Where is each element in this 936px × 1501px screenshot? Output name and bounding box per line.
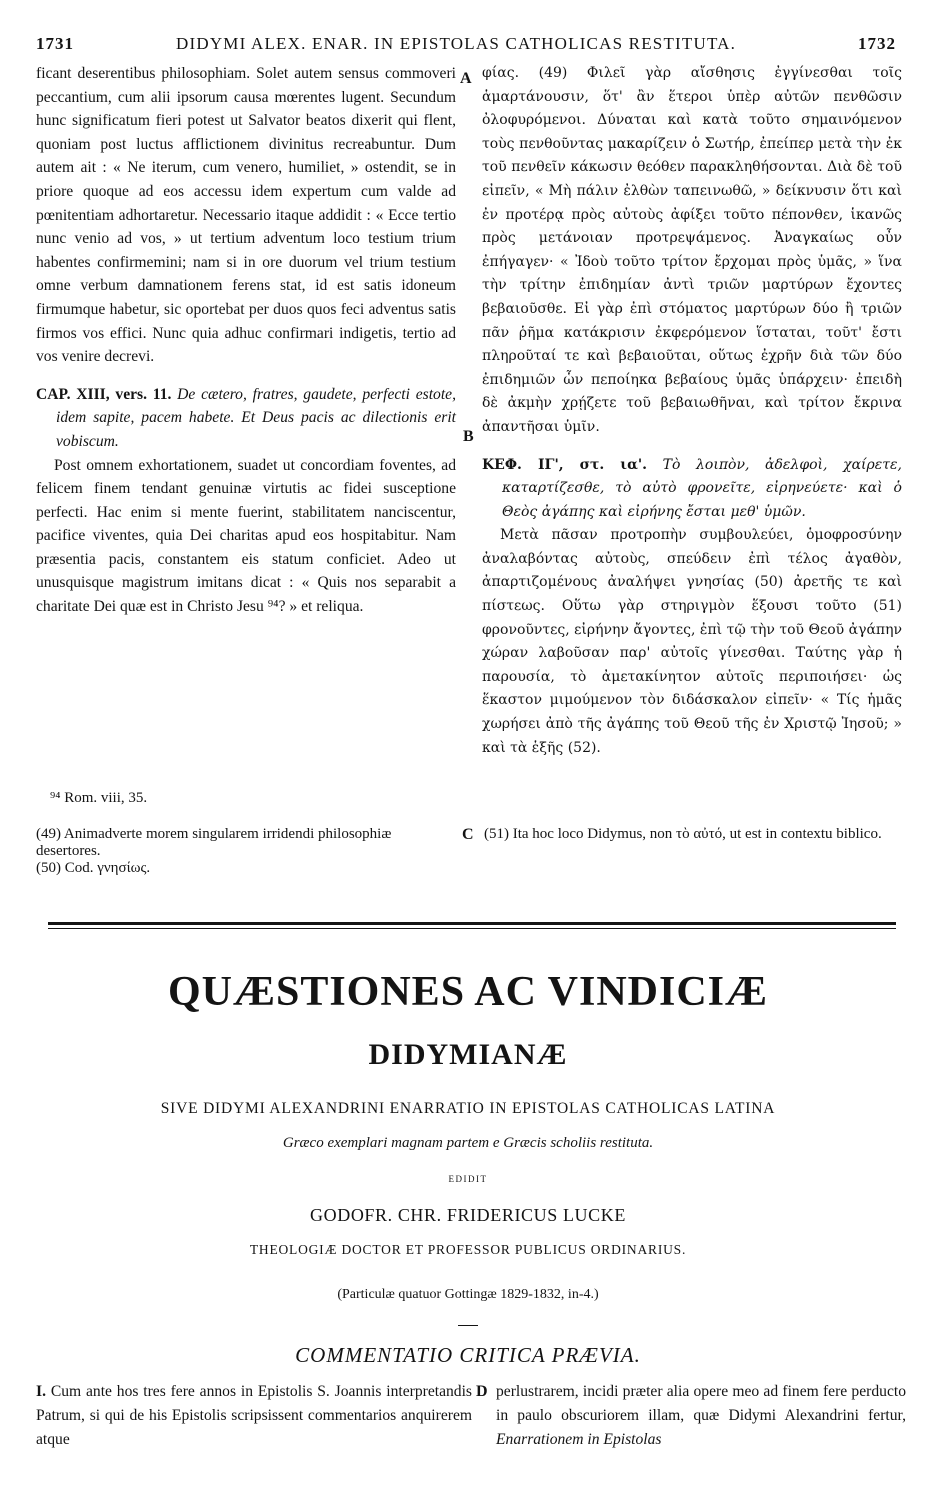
bottom-right-text (496, 1380, 906, 1452)
publication-note: (Particulæ quatuor Gottingæ 1829-1832, in-4.) (337, 1287, 599, 1302)
greek-footnotes (484, 826, 900, 843)
latin-verse (36, 383, 456, 454)
footnote-49: (49) Animadverte morem singularem irridendi philosophiæ desertores. (36, 826, 392, 859)
divider-rule-thin (48, 928, 896, 929)
left-page-number: 1731 (36, 34, 74, 53)
greek-verse-text: Τὸ λοιπὸν, ἀδελφοὶ, χαίρετε, καταρτίζεσθε, τὸ αὐτὸ φρονεῖτε, εἰρηνεύετε· καὶ ὁ Θεὸς ἀγάπης καὶ εἰρήνης ἔσται μεθ' ὑμῶν. (502, 456, 902, 520)
bottom-left-body: Cum ante hos tres fere annos in Epistolis S. Joannis interpretandis Patrum, si qui de his Epistolis scripsissent commentarios anquirerem atque (36, 1383, 473, 1448)
section-number: I. (36, 1383, 46, 1400)
greek-paragraph-2: Μετὰ πᾶσαν προτροπὴν συμβουλεύει, ὁμοφροσύνην ἀναλαβόντας αὐτοὺς, σπεύδειν ἐπὶ τέλος ἀγαθὸν, ἀπαρτιζομένους ἀναλήψει γνησίας (50) ἀρετῆς τε καὶ πίστεως. Οὕτω γὰρ στηριγμὸν ἕξουσι τοῦτο (51) φρονοῦντες, εἰρήνην ἄγοντες, ἐπὶ τῷ τὴν τοῦ Θεοῦ ἀγάπην χώραν λαβοῦσαν παρ' αὐτοῖς γίνεσθαι. Ταύτης γὰρ ἡ παρουσία, τὸ ἀμετακίνητον αὐτοῖς περιποιήσει· ὡς ἕκαστον μιμούμενον τὸν διδάσκαλον εἰπεῖν· « Τίς ἡμᾶς χωρήσει ἀπὸ τῆς ἀγάπης τοῦ Θεοῦ τῆς ἐν Χριστῷ Ἰησοῦ; » καὶ τὰ ἑξῆς (52). (482, 527, 902, 756)
sive-title: SIVE DIDYMI ALEXANDRINI ENARRATIO IN EPISTOLAS CATHOLICAS LATINA (160, 1100, 776, 1117)
scripture-footnote: ⁹⁴ Rom. viii, 35. (50, 790, 148, 806)
latin-verse-label: CAP. XIII, vers. 11. (36, 385, 172, 403)
short-divider (458, 1325, 478, 1326)
margin-letter-a: A (460, 70, 472, 87)
running-head (36, 34, 896, 58)
greek-verse-label: ΚΕΦ. ΙΓ', στ. ια'. (482, 456, 648, 473)
bottom-left-text (36, 1380, 472, 1452)
commentatio-heading: COMMENTATIO CRITICA PRÆVIA. (295, 1343, 641, 1367)
sub-title: DIDYMIANÆ (368, 1038, 568, 1071)
margin-letter-d: D (476, 1383, 488, 1400)
latin-verse-text: De cætero, fratres, gaudete, perfecti estote, idem sapite, pacem habete. Et Deus pacis ac dilectionis erit vobiscum. (56, 385, 456, 450)
margin-letter-c: C (462, 826, 474, 843)
editor-title: THEOLOGIÆ DOCTOR ET PROFESSOR PUBLICUS ORDINARIUS. (249, 1242, 687, 1257)
editor-name: GODOFR. CHR. FRIDERICUS LUCKE (310, 1205, 626, 1225)
bottom-right-column (496, 1380, 906, 1452)
bottom-right-italic: Enarrationem in Epistolas (496, 1431, 662, 1448)
margin-letter-b: B (463, 428, 474, 445)
bottom-left-column (36, 1380, 472, 1452)
running-title: DIDYMI ALEX. ENAR. IN EPISTOLAS CATHOLICAS RESTITUTA. (176, 34, 737, 53)
latin-paragraph-2: Post omnem exhortationem, suadet ut concordiam foventes, ad felicem finem tendant genuinæ virtutis ac fidei susceptione perfecti. Hac enim si mente fuerint, stabilitatem nanciscentur, pacifice viventes, quia Dei charitas apud eos hospitabitur. Nam præsentia pacis, constantem eis statum conficiet. Adeo ut unusquisque magistrum imitans dicat : « Quis nos separabit a charitate Dei quæ est in Christo Jesu ⁹⁴? » et reliqua. (36, 456, 456, 616)
greek-verse (482, 454, 902, 525)
latin-footnotes (36, 826, 458, 877)
main-title: QUÆSTIONES AC VINDICIÆ (167, 969, 769, 1015)
greek-paragraph-1: φίας. (49) Φιλεῖ γὰρ αἴσθησις ἐγγίνεσθαι τοῖς ἁμαρτάνουσιν, ὅτ' ἂν ἕτεροι ὑπὲρ αὐτῶν πενθῶσιν ὀλοφυρόμενοι. Δύναται καὶ κατὰ τοῦτο σημαινόμενον τοὺς πενθοῦντας μακαρίζειν ὁ Σωτήρ, ἐπείπερ μετὰ τὴν ἐκ τοῦ πενθεῖν κάκωσιν θεόθεν παρακληθήσονται. Διὰ δὲ τοῦ εἰπεῖν, « Μὴ πάλιν ἐλθὼν ταπεινωθῶ, » δείκνυσιν ὅτι καὶ ἐν προτέρᾳ πρὸς αὐτοὺς ἀφίξει τοῦτο πέπονθεν, ἱκανῶς πρὸς μετάνοιαν προτρεψάμενος. Ἀναγκαίως οὖν ἐπήγαγεν· « Ἰδοὺ τοῦτο τρίτον ἔρχομαι πρὸς ὑμᾶς, » ἵνα τὴν τρίτην ἐπιδημίαν ἀντὶ τριῶν μαρτύρων ἔχοντες βεβαιοῦσθε. Εἰ γὰρ ἐπὶ στόματος μαρτύρων δύο ἢ τριῶν πᾶν ῥῆμα κατάκρισιν ἐκφερόμενον ἵσταται, τοῦτ' ἔστι πληροῦταί τε καὶ βεβαιοῦται, οὕτως ἐχρῆν διὰ τῶν δύο ἐπιδημιῶν ὧν πεποίηκα βεβαίους ὑμᾶς ὑπάρχειν· ἐπειδὴ δὲ ἀκμὴν χρῄζετε τοῦ βεβαιωθῆναι, καὶ τρίτον ἔκρινα ἀπαντῆσαι ὑμῖν. (482, 65, 902, 435)
divider-rule-thick (48, 922, 896, 925)
footnote-51: (51) Ita hoc loco Didymus, non τὸ αὐτό, ut est in contextu biblico. (484, 826, 882, 842)
right-page-number: 1732 (858, 34, 896, 53)
footnote-50: (50) Cod. γνησίως. (36, 860, 151, 876)
latin-paragraph-1: ficant deserentibus philosophiam. Solet autem sensus commoveri peccantium, cum alii ipsorum causa mœrentes lugent. Secundum hunc significatum fieri potest ut Salvator beatos dixerit qui flent, quoniam post luctus afflictionem divinitus recreabuntur. Dum autem ait : « Ne iterum, cum venero, humiliet, » ostendit, se in priore quoque ad eos accessu idem expertum cum valde ad pœnitentiam adhortaretur. Necessario itaque addidit : « Ecce tertio nunc venio ad vos, » ut tertium adventum loco testium trium habentes confirmemini; nam si in ore duorum vel trium testium omne verbum damnationem ferens stat, id est satis idoneum firmumque habetur, sic oportebat per duos quos feci adventus satis firmos vos effici. Nunc quia adhuc confirmari indigetis, tertio ad vos venire decrevi. (36, 65, 456, 366)
latin-column (36, 62, 456, 619)
graeco-line: Græco exemplari magnam partem e Græcis scholiis restituta. (282, 1135, 654, 1151)
bottom-right-body: perlustrarem, incidi præter alia opere meo ad finem fere perducto in paulo obscuriorem illam, quæ Didymi Alexandrini fertur, (496, 1383, 906, 1424)
edidit-label: EDIDIT (448, 1174, 488, 1184)
greek-column (482, 62, 902, 760)
